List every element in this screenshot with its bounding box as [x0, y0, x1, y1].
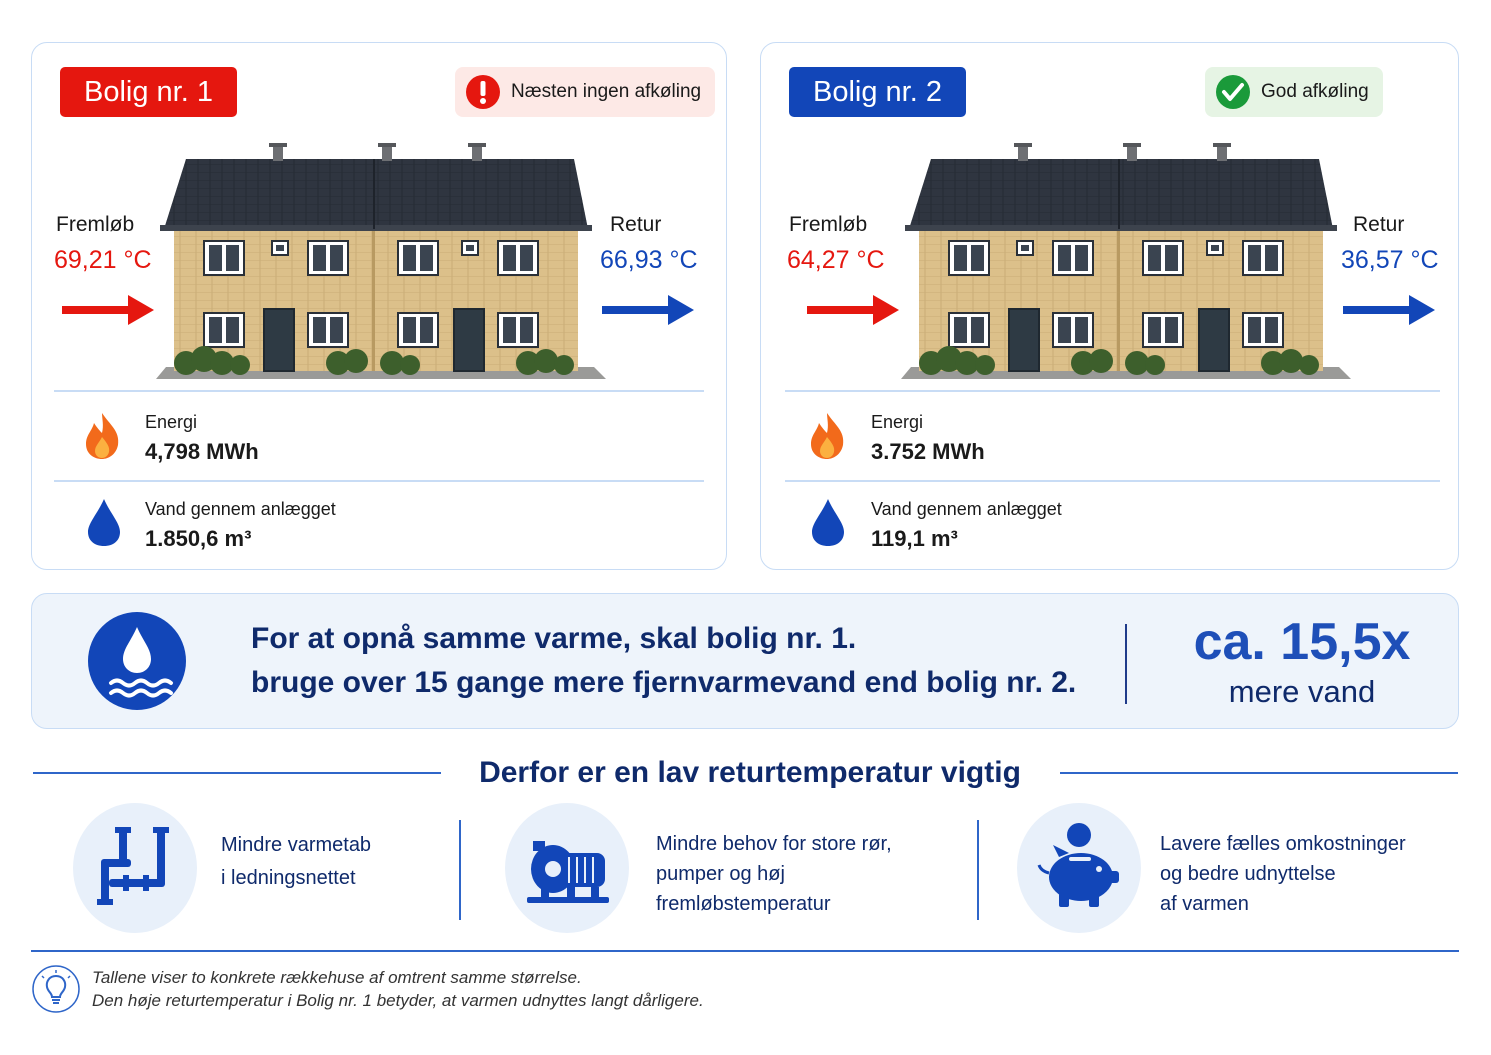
water-value-1: 1.850,6 m³	[145, 526, 252, 551]
divider	[785, 480, 1440, 482]
exclamation-icon	[465, 74, 501, 110]
divider	[54, 390, 704, 392]
benefit-divider	[459, 820, 461, 920]
benefit-text-3	[1160, 829, 1406, 919]
comparison-banner	[31, 593, 1459, 729]
water-value-2: 119,1 m³	[871, 526, 958, 551]
water-ratio-value: ca. 15,5x	[1193, 613, 1411, 671]
water-ratio-caption: mere vand	[1228, 674, 1376, 709]
flow-in-label-1: Fremløb	[56, 213, 135, 236]
benefit-text-2	[656, 829, 892, 919]
house-tag-1: Bolig nr. 1	[60, 67, 237, 117]
benefit-icon-circle-3	[1017, 803, 1141, 933]
footnote-line-1: Tallene viser to konkrete rækkehuse af omtrent samme størrelse.	[92, 968, 582, 987]
section-title: Derfor er en lav returtemperatur vigtig	[479, 756, 1021, 789]
benefit-line: fremløbstemperatur	[656, 893, 831, 915]
energy-label-1: Energi	[145, 412, 198, 432]
flow-in-label-2: Fremløb	[789, 213, 868, 236]
townhouse-illustration-2	[901, 141, 1351, 381]
benefit-text-1	[221, 830, 371, 893]
water-drop-icon	[84, 497, 124, 547]
energy-value-2: 3.752 MWh	[871, 439, 985, 464]
flow-out-value-2: 36,57 °C	[1341, 246, 1439, 274]
benefit-line: af varmen	[1160, 893, 1249, 915]
benefit-line: i ledningsnettet	[221, 867, 356, 889]
benefit-line: Mindre behov for store rør,	[656, 833, 892, 855]
energy-value-1: 4,798 MWh	[145, 439, 259, 464]
pump-icon	[523, 831, 613, 905]
status-text-1: Næsten ingen afkøling	[511, 81, 702, 102]
footnote-line-2: Den høje returtemperatur i Bolig nr. 1 betyder, at varmen udnyttes langt dårligere.	[92, 991, 704, 1010]
arrow-right-icon	[62, 293, 154, 327]
lightbulb-icon	[31, 964, 81, 1014]
flow-out-value-1: 66,93 °C	[600, 246, 698, 274]
water-drop-icon	[808, 497, 848, 547]
benefit-line: Mindre varmetab	[221, 834, 372, 856]
benefit-line: og bedre udnyttelse	[1160, 863, 1336, 885]
piggy-bank-icon	[1035, 821, 1127, 913]
pipes-icon	[95, 825, 175, 911]
flow-in-value-1: 69,21 °C	[54, 246, 152, 274]
banner-line-1: For at opnå samme varme, skal bolig nr. 1.	[251, 622, 857, 655]
arrow-right-icon	[602, 293, 694, 327]
water-label-2: Vand gennem anlægget	[871, 499, 1062, 519]
benefit-line: Lavere fælles omkostninger	[1160, 833, 1406, 855]
house-tag-2: Bolig nr. 2	[789, 67, 966, 117]
water-waves-icon	[87, 611, 187, 711]
flow-out-label-2: Retur	[1353, 213, 1405, 236]
arrow-right-icon	[807, 293, 899, 327]
flow-in-value-2: 64,27 °C	[787, 246, 885, 274]
benefit-icon-circle-2	[505, 803, 629, 933]
section-rule-right	[1060, 772, 1458, 774]
divider	[785, 390, 1440, 392]
townhouse-illustration-1	[156, 141, 606, 381]
flame-icon	[82, 411, 122, 461]
house-card-2	[760, 42, 1459, 570]
status-badge-1	[455, 67, 715, 117]
flow-out-label-1: Retur	[610, 213, 662, 236]
banner-line-2: bruge over 15 gange mere fjernvarmevand end bolig nr. 2.	[251, 666, 1077, 699]
status-text-2: God afkøling	[1261, 81, 1369, 102]
benefit-divider	[977, 820, 979, 920]
benefit-line: pumper og høj	[656, 863, 785, 885]
flame-icon	[807, 411, 847, 461]
section-rule-left	[33, 772, 441, 774]
water-label-1: Vand gennem anlægget	[145, 499, 336, 519]
energy-label-2: Energi	[871, 412, 924, 432]
arrow-right-icon	[1343, 293, 1435, 327]
house-card-1	[31, 42, 727, 570]
status-badge-2	[1205, 67, 1383, 117]
footer-rule	[31, 950, 1459, 952]
divider	[54, 480, 704, 482]
check-icon	[1215, 74, 1251, 110]
banner-divider	[1125, 624, 1127, 704]
benefit-icon-circle-1	[73, 803, 197, 933]
